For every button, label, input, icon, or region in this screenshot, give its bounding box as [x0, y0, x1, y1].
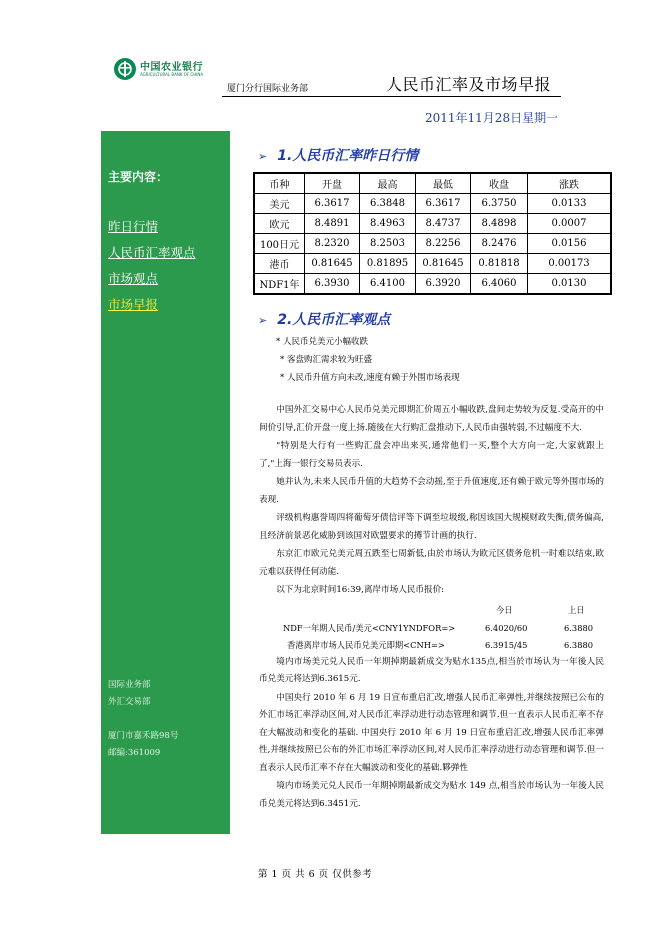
paragraph: 她并认为,未来人民币升值的大趋势不会动摇,至于升值速度,还有赖于欧元等外围市场的表现. — [259, 477, 604, 505]
bullet-item: * 客盘购汇需求较为旺盛 — [280, 355, 372, 365]
table-cell: 美元 — [254, 194, 305, 214]
paragraph: 东京汇市欧元兑美元周五跌至七周新低,由於市场认为欧元区债务危机一时难以结束,欧元难以获得任何动能. — [259, 549, 604, 577]
table-cell: 6.4100 — [360, 274, 416, 295]
sidebar-footer-fx: 外汇交易部 — [108, 697, 151, 707]
quote-label: NDF一年期人民币/美元<CNY1YNDFOR=> — [283, 622, 456, 633]
quote-label: 香港离岸市场人民币兑美元即期<CNH=> — [287, 639, 445, 650]
arrow-bullet-icon: ➢ — [258, 314, 268, 327]
table-cell: 港币 — [254, 254, 305, 274]
table-cell: 0.81645 — [305, 254, 360, 274]
table-cell: 8.4891 — [305, 214, 360, 234]
table-header-cell: 涨跌 — [528, 173, 612, 194]
viewpoint-bullets — [276, 333, 460, 387]
table-cell: 8.2503 — [360, 234, 416, 254]
table-cell: 6.3617 — [305, 194, 360, 214]
page-footer: 第 1 页 共 6 页 仅供参考 — [258, 869, 373, 880]
sidebar-label: 主要内容： — [108, 170, 169, 184]
table-cell: 6.3848 — [360, 194, 416, 214]
section1-title: 1.人民币汇率昨日行情 — [277, 148, 419, 164]
table-cell: 8.2476 — [471, 234, 528, 254]
table-header-cell: 开盘 — [305, 173, 360, 194]
sidebar-link-yesterday[interactable]: 昨日行情 — [108, 219, 159, 234]
bullet-item: * 人民币升值方向未改,速度有赖于外围市场表现 — [280, 373, 460, 383]
table-cell: 6.3920 — [416, 274, 471, 295]
table-cell: 6.3930 — [305, 274, 360, 295]
sidebar-footer-dept: 国际业务部 — [108, 680, 151, 690]
section2-title: 2.人民币汇率观点 — [277, 312, 391, 328]
table-row — [254, 254, 611, 274]
table-cell: 6.4060 — [471, 274, 528, 295]
abc-emblem-icon — [114, 58, 136, 80]
rate-table — [253, 172, 612, 295]
paragraph: 中国央行 2010 年 6 月 19 日宣布重启汇改,增强人民币汇率弹性,并继续按照已公布的外汇市场汇率浮动区间,对人民币汇率浮动进行动态管理和调节.但一直表示人民币汇率不存在大幅波动和变化的基础. 中国央行 2010 年 6 月 19 日宣布重启汇改,增强人民币汇率弹性,并继续按照已公布的外汇市场汇率浮动区间,对人民币汇率浮动进行动态管理和调节.但一直表示人民币汇率不存在大幅波动和变化的基础.夥弹性 — [259, 692, 604, 773]
quote-prev: 6.3880 — [564, 639, 594, 650]
bank-name-cn: 中国农业银行 — [140, 62, 203, 73]
table-cell: 0.81645 — [416, 254, 471, 274]
quote-today: 6.4020/60 — [485, 622, 528, 633]
table-header-cell: 最低 — [416, 173, 471, 194]
paragraph: 境内市场美元兑人民币一年期掉期最新成交为贴水 149 点,相当於市场认为一年後人民币兑美元将达到6.3451元. — [259, 781, 604, 809]
table-cell: 6.3750 — [471, 194, 528, 214]
table-cell: 0.0130 — [528, 274, 612, 295]
section2-heading — [258, 309, 390, 329]
table-cell: 8.4737 — [416, 214, 471, 234]
paragraph: 以下为北京时间16:39,离岸市场人民币报价: — [276, 585, 445, 595]
table-cell: 8.2256 — [416, 234, 471, 254]
table-cell: 8.4898 — [471, 214, 528, 234]
article-body — [259, 402, 604, 814]
sidebar-link-morning-report[interactable]: 市场早报 — [108, 297, 159, 312]
table-cell: 0.0133 — [528, 194, 612, 214]
table-row — [254, 274, 611, 295]
table-cell: 欧元 — [254, 214, 305, 234]
table-header-cell: 币种 — [254, 173, 305, 194]
section1-heading — [258, 145, 418, 165]
table-cell: 0.81818 — [471, 254, 528, 274]
arrow-bullet-icon: ➢ — [258, 150, 268, 163]
header-divider — [222, 96, 561, 97]
table-cell: 6.3617 — [416, 194, 471, 214]
table-cell: 0.0156 — [528, 234, 612, 254]
table-cell: NDF1年 — [254, 274, 305, 295]
quote-today: 6.3915/45 — [485, 639, 528, 650]
table-cell: 8.2320 — [305, 234, 360, 254]
department-name: 厦门分行国际业务部 — [227, 84, 309, 94]
bank-logo — [114, 58, 214, 86]
table-cell: 0.00173 — [528, 254, 612, 274]
table-header-cell: 收盘 — [471, 173, 528, 194]
report-date: 2011年11月28日星期一 — [425, 111, 559, 125]
table-row — [254, 214, 611, 234]
paragraph: 中国外汇交易中心人民币兑美元即期汇价周五小幅收跌,盘间走势较为反复.受高开的中间价引导,汇价开盘一度上扬.随後在大行购汇盘推动下,人民币由强转弱,不过幅度不大. — [259, 405, 604, 433]
table-row — [254, 194, 611, 214]
quote-col-prev: 上日 — [568, 604, 585, 615]
sidebar-footer-postcode: 邮编:361009 — [108, 748, 161, 758]
table-row — [254, 234, 611, 254]
table-cell: 0.0007 — [528, 214, 612, 234]
paragraph: 境内市场美元兑人民币一年期掉期最新成交为贴水135点,相当於市场认为一年後人民币兑美元将达到6.3615元. — [259, 656, 604, 684]
sidebar-footer-address: 厦门市嘉禾路98号 — [108, 731, 179, 741]
sidebar — [101, 131, 230, 834]
table-header-row — [254, 173, 611, 194]
quote-prev: 6.3880 — [564, 622, 594, 633]
report-title: 人民币汇率及市场早报 — [386, 75, 552, 94]
bank-name-en: AGRICULTURAL BANK OF CHINA — [140, 72, 204, 77]
offshore-quote-table — [259, 601, 604, 654]
paragraph: "特别是大行有一些购汇盘会冲出来买,通常他们一买,整个大方向一定,大家就跟上了,"上海一银行交易员表示. — [259, 441, 604, 469]
table-cell: 8.4963 — [360, 214, 416, 234]
sidebar-link-rmb-view[interactable]: 人民币汇率观点 — [108, 245, 196, 260]
paragraph: 评级机构惠誉周四将葡萄牙债信评等下调至垃圾级,称因该国大规模财政失衡,债务偏高,且经济前景恶化威胁到该国对欧盟要求的撙节计画的执行. — [259, 513, 604, 541]
bullet-item: * 人民币兑美元小幅收跌 — [276, 337, 368, 347]
table-cell: 0.81895 — [360, 254, 416, 274]
sidebar-link-market-view[interactable]: 市场观点 — [108, 271, 159, 286]
table-cell: 100日元 — [254, 234, 305, 254]
table-header-cell: 最高 — [360, 173, 416, 194]
quote-col-today: 今日 — [496, 604, 513, 615]
